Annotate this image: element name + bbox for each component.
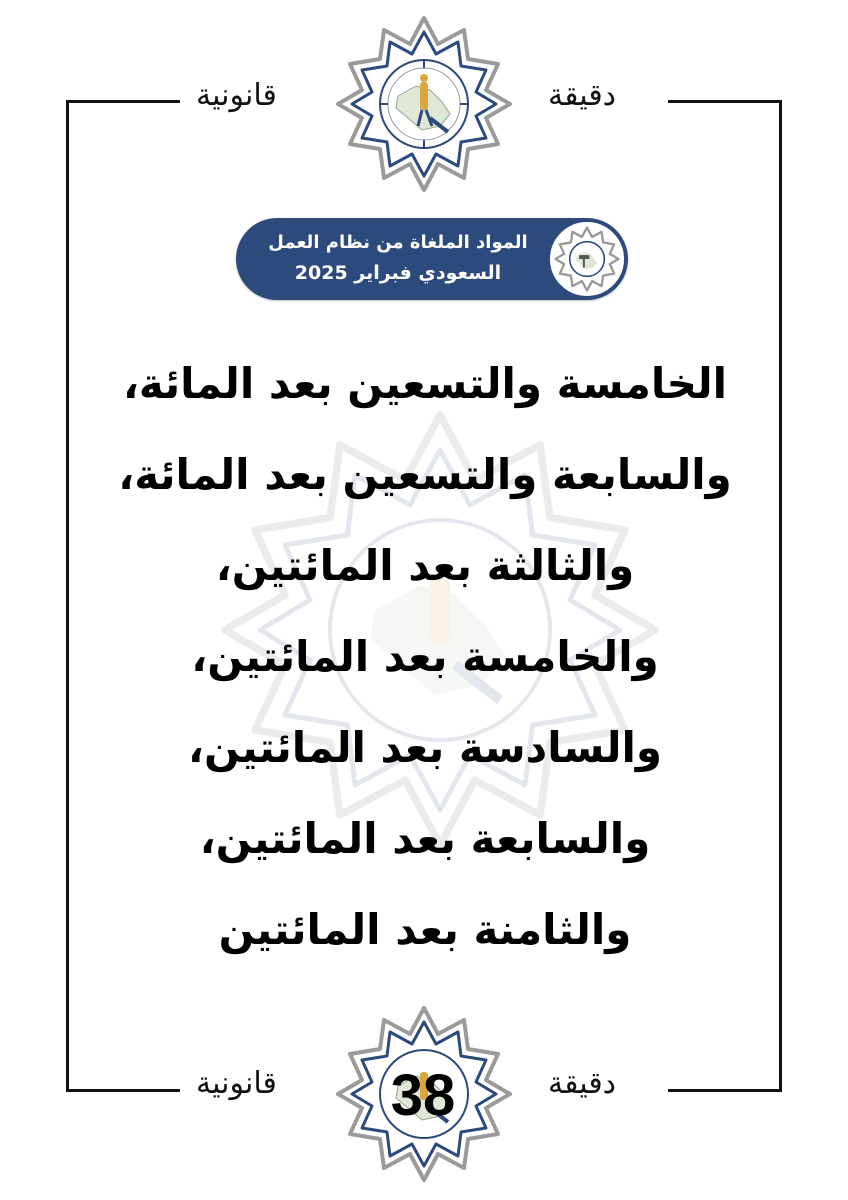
emblem-top xyxy=(330,10,518,198)
article-line: والثامنة بعد المائتين xyxy=(218,905,632,954)
header-left-word: قانونية xyxy=(196,78,277,113)
article-line: والسابعة والتسعين بعد المائة، xyxy=(118,450,732,499)
footer-right-word: دقيقة xyxy=(548,1066,617,1101)
frame-top-right-line xyxy=(668,100,782,103)
title-badge xyxy=(236,218,628,300)
title-line-1: المواد الملغاة من نظام العمل xyxy=(268,232,528,253)
frame-bottom-left-line xyxy=(66,1089,180,1092)
header-right-word: دقيقة xyxy=(548,78,617,113)
article-line: والسادسة بعد المائتين، xyxy=(188,723,662,772)
article-line: والخامسة بعد المائتين، xyxy=(191,632,659,681)
footer-left-word: قانونية xyxy=(196,1066,277,1101)
article-list xyxy=(70,338,780,975)
article-line: والسابعة بعد المائتين، xyxy=(199,814,651,863)
pill-emblem-icon xyxy=(550,222,624,296)
article-line: والثالثة بعد المائتين، xyxy=(215,541,635,590)
page-number: 38 xyxy=(390,1063,456,1128)
title-line-2: السعودي فبراير 2025 xyxy=(294,262,502,284)
frame-top-left-line xyxy=(66,100,180,103)
pill-emblem xyxy=(548,220,626,298)
frame-left-line xyxy=(66,100,69,1092)
article-line: الخامسة والتسعين بعد المائة، xyxy=(122,359,728,408)
frame-bottom-right-line xyxy=(668,1089,782,1092)
